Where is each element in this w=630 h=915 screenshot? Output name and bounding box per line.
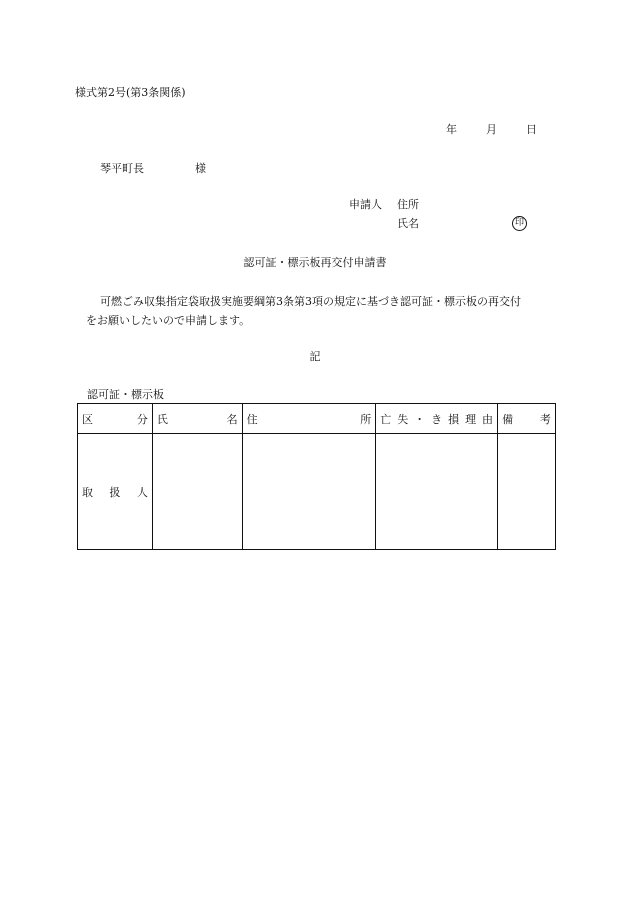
- date-day: 日: [526, 123, 537, 136]
- ki-heading: 記: [309, 350, 321, 363]
- name-label: 氏名: [397, 217, 419, 230]
- body-line-1: 可燃ごみ収集指定袋取扱実施要綱第3条第3項の規定に基づき認可証・標示板の再交付: [100, 295, 521, 308]
- header-biko: 備 考: [498, 404, 556, 434]
- applicant-label: 申請人: [349, 198, 382, 211]
- application-table: [77, 403, 556, 550]
- header-shimei: 氏 名: [152, 404, 242, 434]
- body-line-2: をお願いしたいので申請します。: [86, 314, 251, 327]
- cell-remarks: [498, 434, 556, 550]
- document-title: 認可証・標示板再交付申請書: [243, 256, 387, 269]
- body-text: [78, 292, 558, 330]
- address-label: 住所: [397, 198, 419, 211]
- cell-reason: [376, 434, 498, 550]
- date-month: 月: [486, 123, 497, 136]
- table-row: [78, 434, 556, 550]
- header-kubun: 区 分: [78, 404, 153, 434]
- cell-name: [152, 434, 242, 550]
- addressee-honorific: 様: [195, 162, 206, 175]
- row-label-toriatsukainin: 取 扱 人: [78, 434, 153, 550]
- header-jusho: 住 所: [242, 404, 376, 434]
- date-line: [446, 123, 537, 137]
- table-caption: 認可証・標示板: [87, 388, 164, 401]
- addressee-name: 琴平町長: [100, 162, 144, 175]
- cell-address: [242, 434, 376, 550]
- form-number: 様式第2号(第3条関係): [75, 86, 186, 99]
- date-year: 年: [446, 123, 457, 136]
- seal-mark: 印: [512, 216, 527, 231]
- header-reason: 亡 失 ・ き 損 理 由: [376, 404, 498, 434]
- table-header-row: [78, 404, 556, 434]
